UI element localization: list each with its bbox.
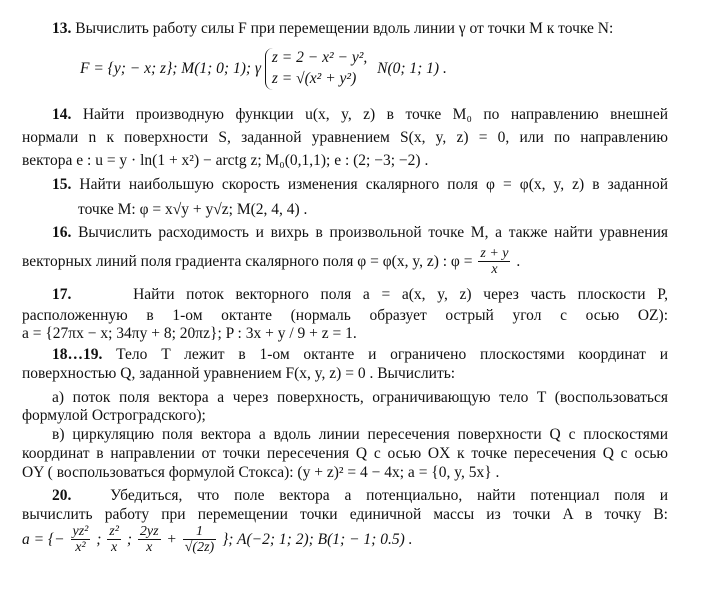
problem-20-fraction-2-denominator: x xyxy=(111,540,118,556)
problem-18-item-a-line-2: формулой Остроградского); xyxy=(22,407,206,424)
problem-15-line-1 xyxy=(52,176,668,194)
problem-20-fraction-1 xyxy=(71,524,91,556)
problem-17-text-1: Найти поток векторного поля a = a(x, y, z) через часть плоскости P, xyxy=(133,286,668,303)
problem-20-number: 20. xyxy=(52,487,72,504)
problem-20-text-1: Убедиться, что поле вектора a потенциально, найти потенциал поля и xyxy=(110,487,668,504)
problem-20-fraction-4 xyxy=(183,524,216,556)
problem-17-line-1 xyxy=(22,286,668,304)
problem-17-number: 17. xyxy=(52,286,72,303)
problem-20-line-1 xyxy=(52,487,668,505)
problem-16-text-1: Вычислить расходимость и вихрь в произвольной точке М, а также найти уравнения xyxy=(78,224,668,241)
problem-20-fraction-2-numerator: z² xyxy=(109,524,119,539)
problem-20-fraction-2 xyxy=(107,524,121,556)
problem-16-text-2: векторных линий поля градиента скалярного поля φ = φ(x, y, z) : φ = xyxy=(22,252,473,270)
problem-20-fraction-4-denominator: √(2z) xyxy=(184,540,215,556)
problem-16-fraction xyxy=(478,246,510,278)
problem-20-fraction-4-numerator: 1 xyxy=(183,524,216,540)
problem-16-line-1 xyxy=(52,224,668,242)
problem-20-formula xyxy=(22,524,412,556)
problem-18-item-b-line-1: в) циркуляцию поля вектора a вдоль линии пересечения поверхности Q с плоскостями xyxy=(52,426,668,443)
problem-20-separator-1: ; xyxy=(96,530,102,548)
problem-15-line-2: точке М: φ = x√y + y√z; M(2, 4, 4) . xyxy=(78,201,308,218)
problem-18-line-1 xyxy=(52,346,668,364)
problem-14-number: 14. xyxy=(52,106,72,123)
problem-14-text-1: Найти производную функции u(x, y, z) в точке M₀ по направлению внешней xyxy=(82,106,669,123)
problem-20-fraction-3 xyxy=(138,524,161,556)
problem-13-system-eq1: z = 2 − x² − y², xyxy=(271,49,368,66)
problem-17-line-3: a = {27πx − x; 34πy + 8; 20πz}; P : 3x + y / 9 + z = 1. xyxy=(22,325,357,342)
problem-20-fraction-3-denominator: x xyxy=(146,540,153,556)
problem-15-text-1: Найти наибольшую скорость изменения скалярного поля φ = φ(x, y, z) в заданной xyxy=(79,176,668,193)
problem-20-line-2: вычислить работу при перемещении точки единичной массы из точки A в точку B: xyxy=(22,506,668,523)
problem-13-heading xyxy=(52,20,613,38)
problem-13-text: Вычислить работу силы F при перемещении вдоль линии γ от точки M к точке N: xyxy=(75,20,614,37)
problem-13-system xyxy=(265,48,367,90)
problem-13-formula xyxy=(80,48,447,90)
problem-13-formula-left: F = {y; − x; z}; M(1; 0; 1); γ xyxy=(80,60,262,78)
problem-16-tail: . xyxy=(516,252,521,270)
problem-20-fraction-3-numerator: 2yz xyxy=(139,524,159,539)
problem-18-item-b-line-3: OY ( воспользоваться формулой Стокса): (y + z)² = 4 − 4x; a = {0, y, 5x} . xyxy=(22,464,500,481)
problem-16-number: 16. xyxy=(52,224,72,241)
problem-20-formula-lead: a = {− xyxy=(22,530,65,548)
problem-18-line-2: поверхностью Q, заданной уравнением F(x, y, z) = 0 . Вычислить: xyxy=(22,365,456,382)
problem-14-line-1 xyxy=(22,106,668,124)
problem-15-number: 15. xyxy=(52,176,72,193)
problem-18-item-a-line-1: а) поток поля вектора a через поверхность, ограничивающую тело T (воспользоваться xyxy=(52,389,668,406)
problem-16-fraction-denominator: x xyxy=(491,262,498,278)
problem-16-fraction-numerator: z + y xyxy=(480,246,509,261)
problem-20-fraction-1-numerator: yz² xyxy=(72,524,89,539)
problem-20-fraction-1-denominator: x² xyxy=(75,540,86,556)
problem-18-text-1: Тело T лежит в 1-ом октанте и ограничено плоскостями координат и xyxy=(116,346,668,363)
problem-13-number: 13. xyxy=(52,20,72,37)
problem-14-line-2: нормали n к поверхности S, заданной уравнением S(x, y, z) = 0, или по направлению xyxy=(22,129,668,146)
problem-20-separator-2: ; xyxy=(126,530,132,548)
problem-17-line-2: расположенную в 1-ом октанте (нормаль образует острый угол с осью OZ): xyxy=(22,307,668,324)
problem-13-system-eq2: z = √(x² + y²) xyxy=(271,69,357,87)
problem-16-line-2 xyxy=(22,246,520,278)
problem-18-item-b-line-2: координат в направлении от точки пересечения Q с осью OX к точке пересечения Q с осью xyxy=(22,445,668,462)
problem-18-number: 18…19. xyxy=(52,346,103,363)
problem-14-line-3: вектора e : u = y · ln(1 + x²) − arctg z; M₀(0,1,1); e : (2; −3; −2) . xyxy=(22,152,429,169)
problem-13-formula-right: N(0; 1; 1) . xyxy=(377,60,447,78)
problem-20-formula-tail: }; A(−2; 1; 2); B(1; − 1; 0.5) . xyxy=(222,530,413,548)
problem-20-plus: + xyxy=(166,530,177,548)
